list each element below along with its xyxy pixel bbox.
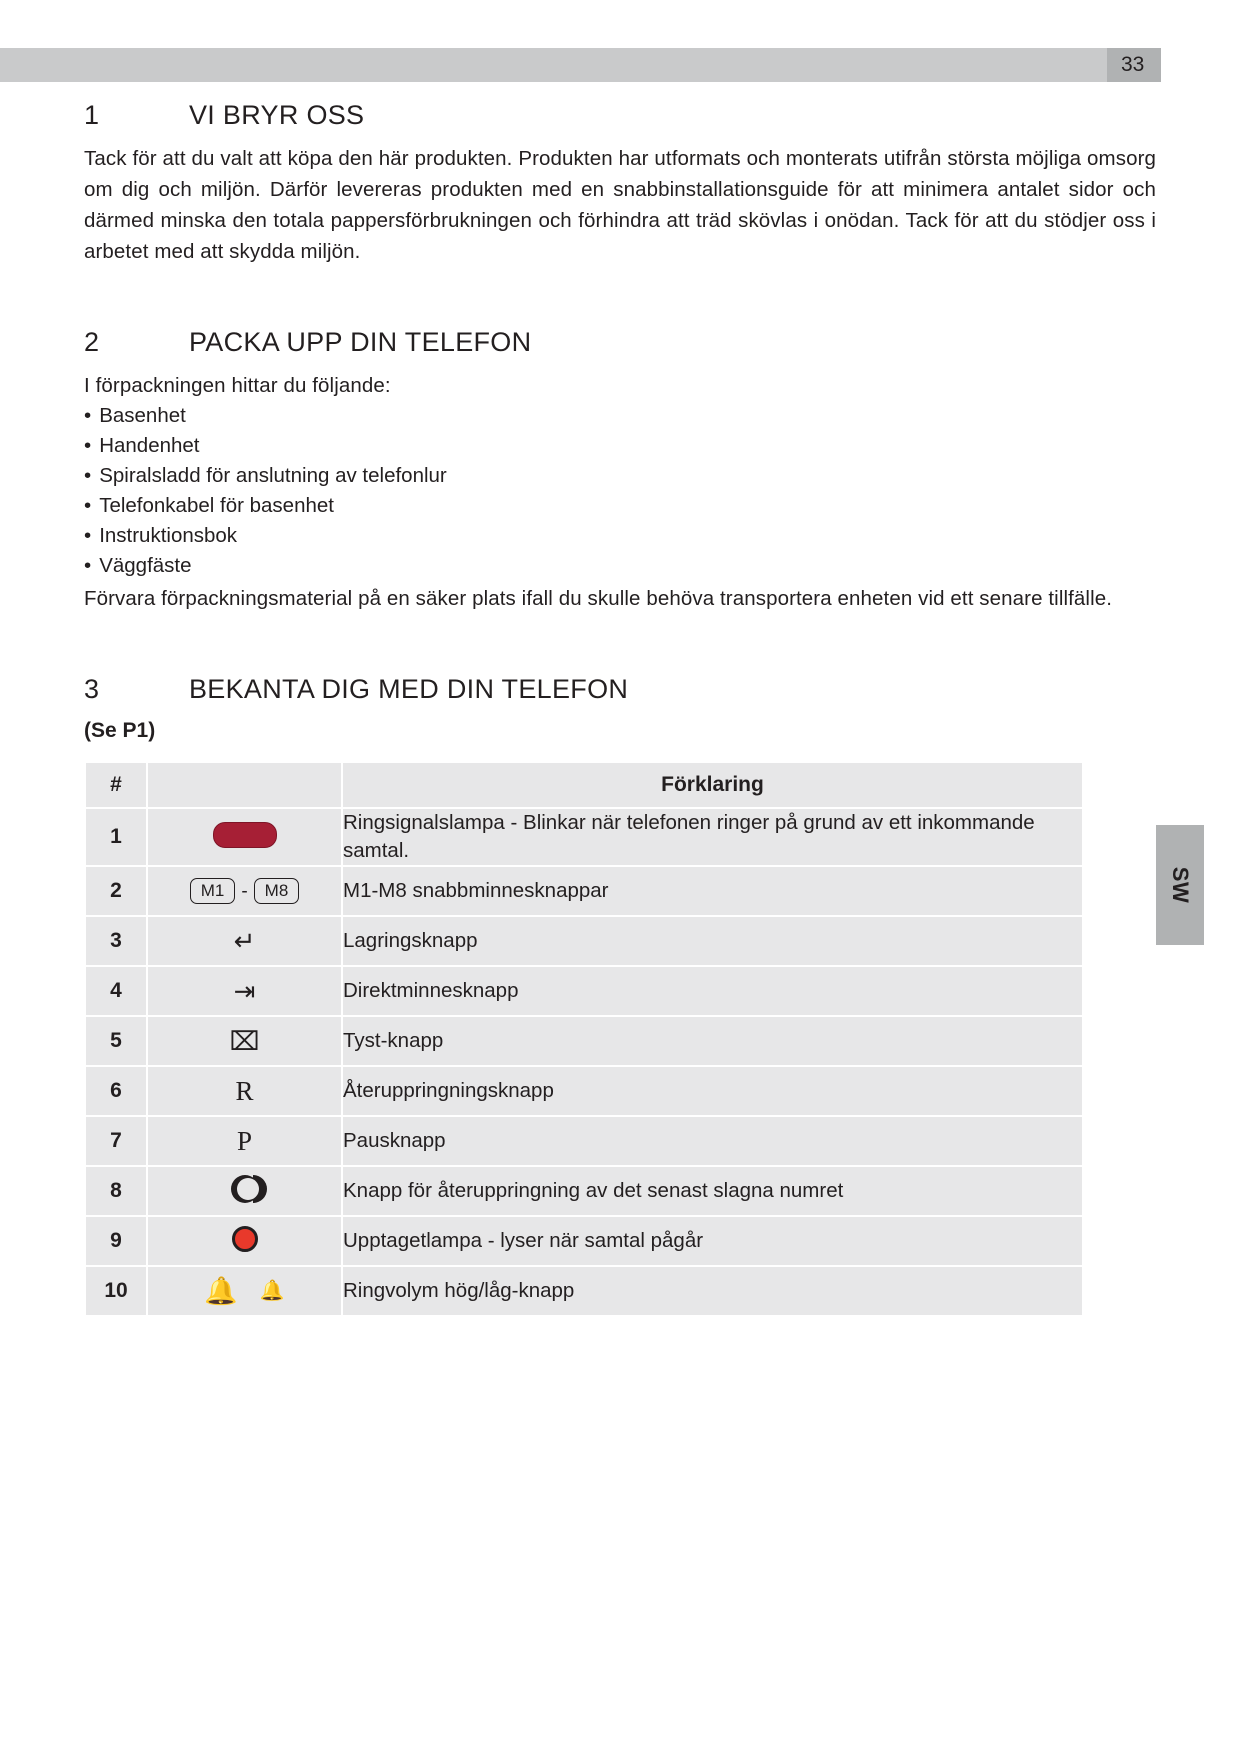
header-symbol	[147, 762, 342, 808]
list-item: • Handenhet	[84, 431, 1156, 461]
row-number: 4	[85, 966, 147, 1016]
row-description: Pausknapp	[342, 1116, 1083, 1166]
section-2-outro: Förvara förpackningsmaterial på en säker plats ifall du skulle behöva transportera enheten vid ett senare tillfälle.	[84, 587, 1113, 610]
section-3-heading	[84, 674, 1156, 705]
section-2-title: PACKA UPP DIN TELEFON	[189, 327, 532, 357]
redial-half-circle-icon	[147, 1166, 342, 1216]
row-number: 5	[85, 1016, 147, 1066]
section-1-number: 1	[84, 100, 100, 130]
language-tab	[1156, 825, 1204, 945]
table-row	[85, 1166, 1083, 1216]
row-description: Direktminnesknapp	[342, 966, 1083, 1016]
section-2-intro: I förpackningen hittar du följande:	[84, 374, 391, 397]
row-number: 9	[85, 1216, 147, 1266]
row-number: 6	[85, 1066, 147, 1116]
list-item: • Instruktionsbok	[84, 521, 1156, 551]
memory-keys-m1-m8-icon	[147, 866, 342, 916]
table-row	[85, 1066, 1083, 1116]
row-number: 10	[85, 1266, 147, 1316]
recall-r-icon: R	[147, 1066, 342, 1116]
memory-key-last-label: M8	[254, 878, 300, 904]
spacer	[84, 614, 1156, 674]
row-description: M1-M8 snabbminnesknappar	[342, 866, 1083, 916]
spacer	[84, 267, 1156, 327]
ring-indicator-lamp-icon	[147, 808, 342, 866]
table-header-row	[85, 762, 1083, 808]
table-row	[85, 1116, 1083, 1166]
section-1-body: Tack för att du valt att köpa den här produkten. Produkten har utformats och monterats utifrån största möjliga omsorg om dig och miljön. Därför levereras produkten med en snabbinstallationsguide för att minimera antalet sidor och därmed minska den totala pappersförbrukningen och förhindra att träd skövlas i onödan. Tack för att du stödjer oss i arbetet med att skydda miljön.	[84, 147, 1156, 263]
section-2-heading	[84, 327, 1156, 358]
packing-list	[84, 401, 1156, 581]
table-row	[85, 866, 1083, 916]
list-item: • Spiralsladd för anslutning av telefonlur	[84, 461, 1156, 491]
mute-crossed-box-icon: ⌧	[147, 1016, 342, 1066]
section-3-number: 3	[84, 674, 100, 704]
table-row	[85, 808, 1083, 866]
busy-lamp-icon	[147, 1216, 342, 1266]
language-tab-label: SW	[1167, 866, 1193, 904]
section-3-title: BEKANTA DIG MED DIN TELEFON	[189, 674, 629, 704]
legend-table	[84, 761, 1084, 1317]
table-row	[85, 916, 1083, 966]
direct-memory-arrow-icon: ⇥	[147, 966, 342, 1016]
row-description: Återuppringningsknapp	[342, 1066, 1083, 1116]
row-number: 1	[85, 808, 147, 866]
list-item: • Basenhet	[84, 401, 1156, 431]
memory-key-first-label: M1	[190, 878, 236, 904]
section-3-subhead: (Se P1)	[84, 719, 156, 742]
table-row	[85, 1016, 1083, 1066]
row-description: Upptagetlampa - lyser när samtal pågår	[342, 1216, 1083, 1266]
header-description: Förklaring	[342, 762, 1083, 808]
section-1-heading	[84, 100, 1156, 131]
page-header-bar	[0, 48, 1161, 82]
row-description: Lagringsknapp	[342, 916, 1083, 966]
row-number: 7	[85, 1116, 147, 1166]
row-number: 2	[85, 866, 147, 916]
row-description: Ringvolym hög/låg-knapp	[342, 1266, 1083, 1316]
row-number: 3	[85, 916, 147, 966]
page-number: 33	[1107, 48, 1161, 82]
table-row	[85, 1266, 1083, 1316]
bell-small-icon: 🔔	[259, 1279, 285, 1302]
row-description: Tyst-knapp	[342, 1016, 1083, 1066]
ringer-volume-bells-icon	[147, 1266, 342, 1316]
row-description: Knapp för återuppringning av det senast slagna numret	[342, 1166, 1083, 1216]
table-row	[85, 1216, 1083, 1266]
store-enter-key-icon: ↵	[147, 916, 342, 966]
pause-p-icon: P	[147, 1116, 342, 1166]
section-2-number: 2	[84, 327, 100, 357]
memory-key-dash: -	[241, 880, 248, 902]
header-number: #	[85, 762, 147, 808]
page-content	[84, 100, 1156, 1317]
list-item: • Telefonkabel för basenhet	[84, 491, 1156, 521]
section-1-title: VI BRYR OSS	[189, 100, 365, 130]
row-description: Ringsignalslampa - Blinkar när telefonen ringer på grund av ett inkommande samtal.	[342, 808, 1083, 866]
row-number: 8	[85, 1166, 147, 1216]
list-item: • Väggfäste	[84, 551, 1156, 581]
table-row	[85, 966, 1083, 1016]
bell-large-icon: 🔔	[204, 1275, 238, 1306]
